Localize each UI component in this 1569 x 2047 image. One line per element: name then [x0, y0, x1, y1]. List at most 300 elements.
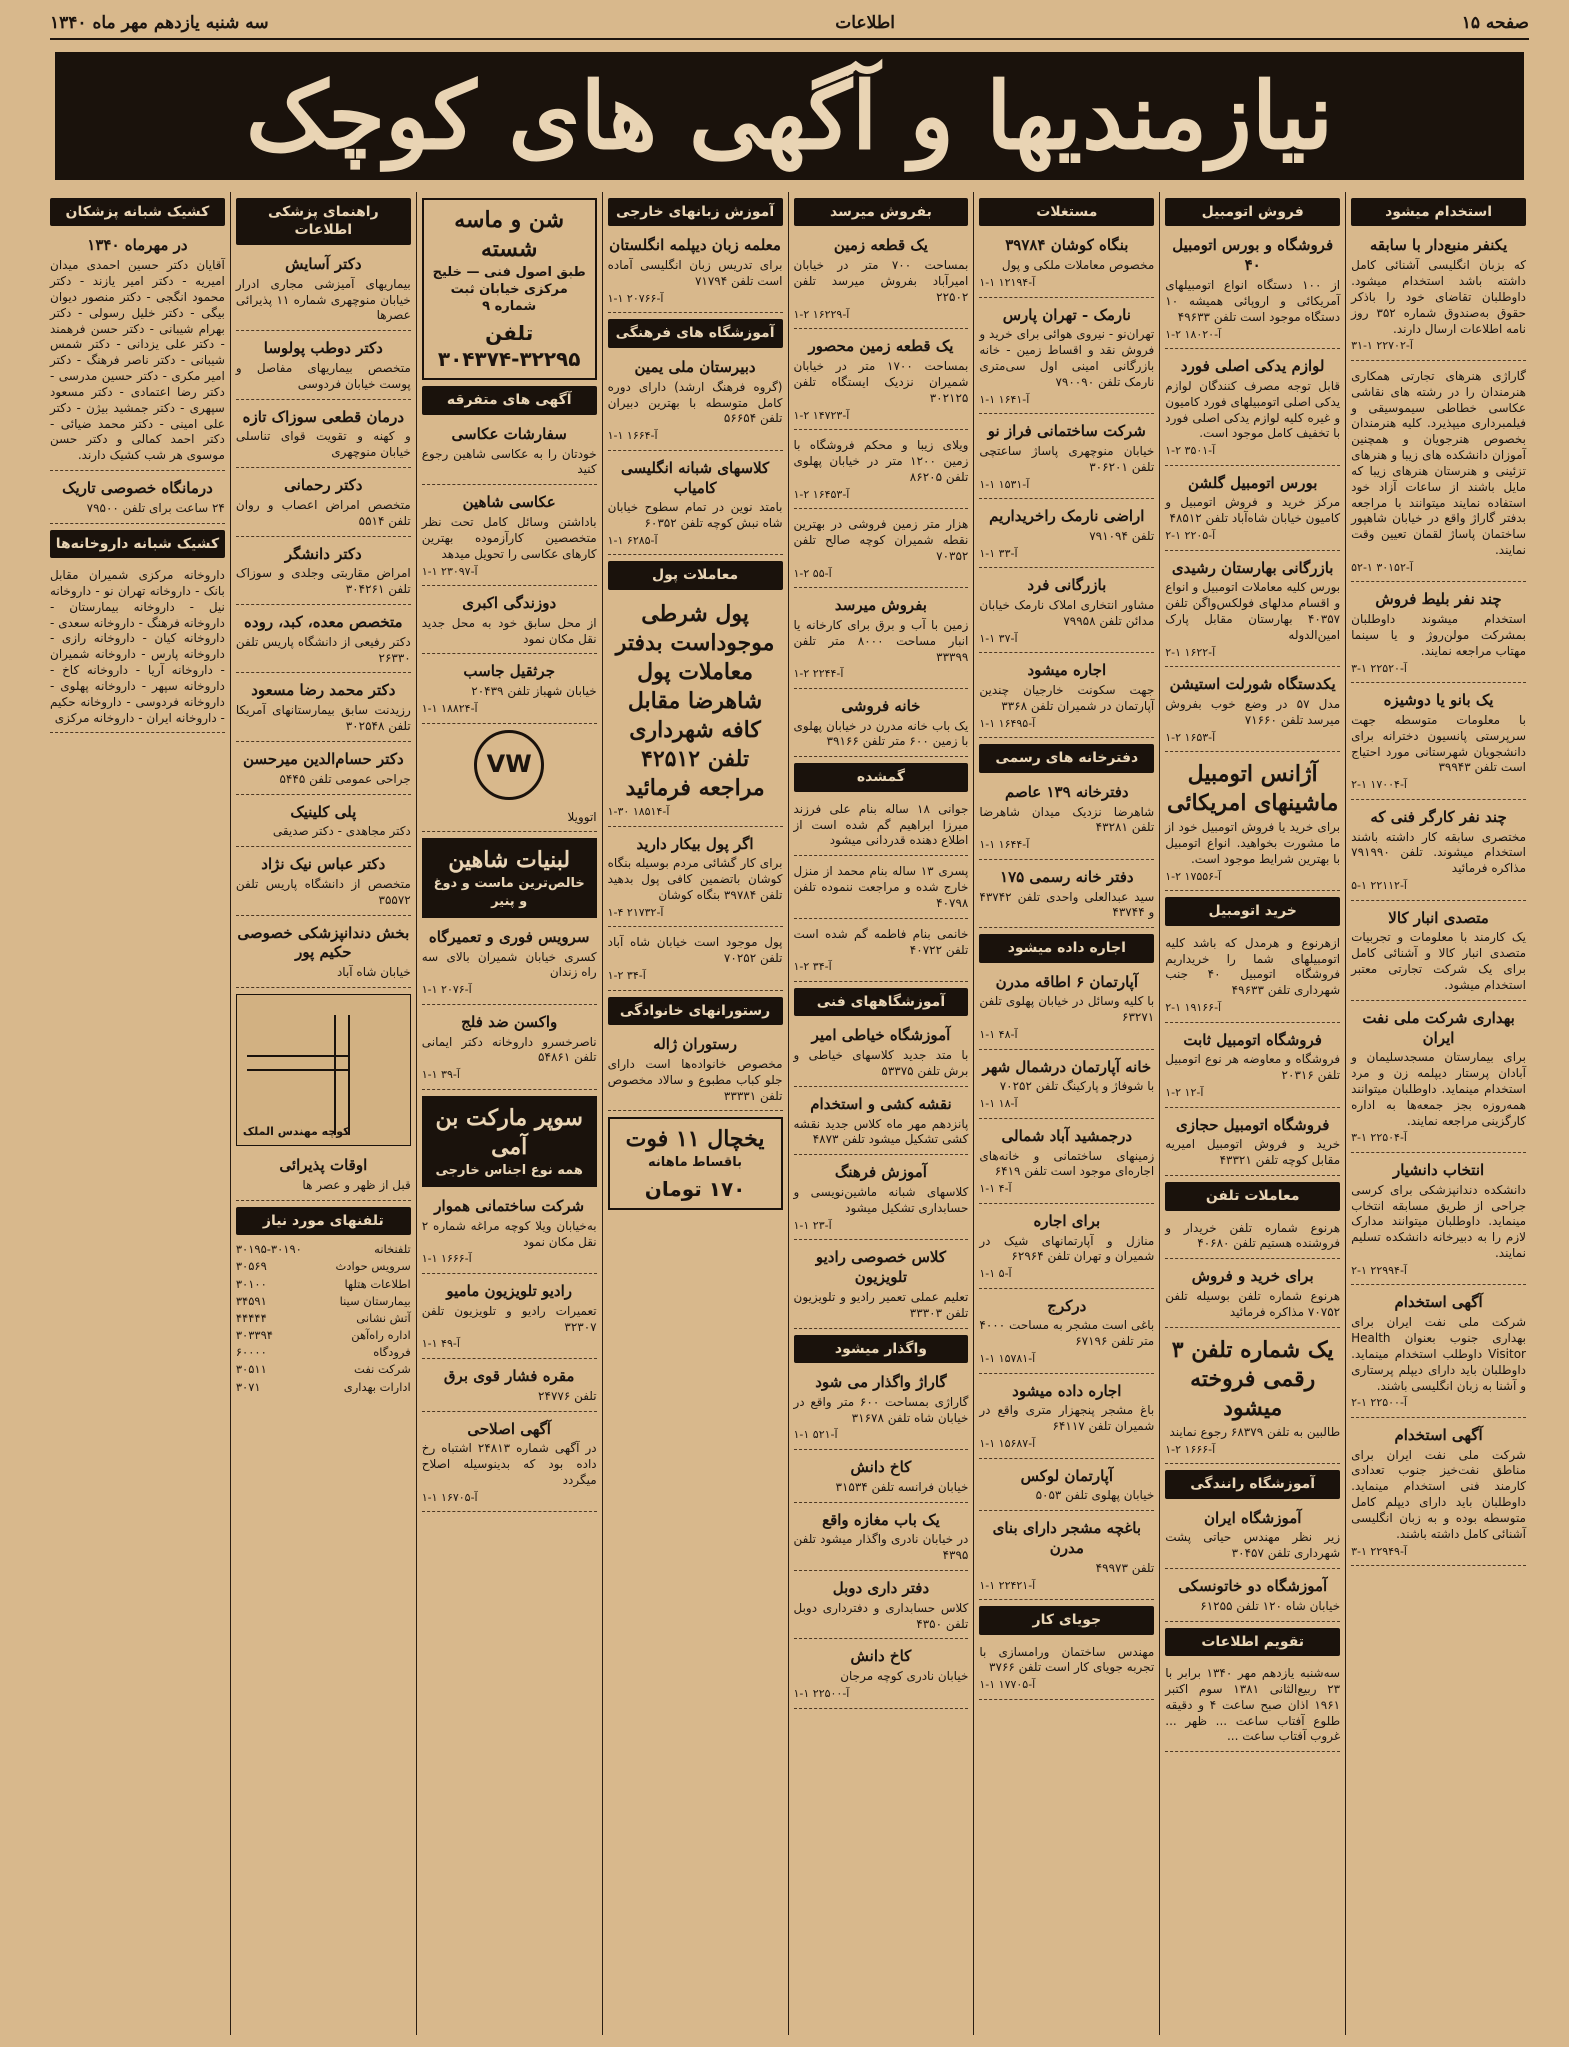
classified-ad: [979, 1293, 1154, 1374]
ad-title: بورس اتومبیل گلشن: [1188, 473, 1318, 492]
classified-ad: [608, 931, 783, 990]
ad-code: ۳-۱ ۲۲۵۲۰-آ: [1351, 661, 1407, 675]
ad-title: درکرج: [1047, 1296, 1087, 1315]
ad-code: ۱-۱ ۲۰۷۶-آ: [421, 983, 472, 997]
ad-code: ۱-۱ ۵۲۱-آ: [793, 1428, 838, 1442]
ad-title: اجاره داده میشود: [1012, 1381, 1122, 1400]
ad-title: آگهی اصلاحی: [467, 1419, 551, 1438]
ad-code: ۳-۱ ۲۲۵۰۴-آ: [1351, 1131, 1407, 1145]
classified-ad: [979, 503, 1154, 568]
ad-code: ۱-۲ ۱۶۶۶-آ: [1165, 1442, 1216, 1456]
ad-title: اگر پول بیکار دارید: [636, 834, 754, 853]
ad-title: یک شماره تلفن ۳ رقمی فروخته میشود: [1171, 1336, 1334, 1421]
ad-body: زمین با آب و برق برای کارخانه یا انبار مساحت ۸۰۰۰ متر تلفن ۳۳۳۹۹: [793, 617, 969, 664]
classified-ad: [1351, 1289, 1526, 1417]
vw-logo-icon: VW: [474, 730, 544, 800]
ad-body: بامتد نوین در تمام سطوح خیابان شاه نبش کوچه تلفن ۶۰۳۵۲: [607, 500, 783, 531]
ad-body: تلفن ۴۹۹۷۳: [1095, 1560, 1155, 1575]
ad-body: مدل ۵۷ در وضع خوب بفروش میرسد تلفن ۷۱۶۶۰: [1165, 697, 1341, 727]
ad-title: سفارشات عکاسی: [451, 424, 567, 443]
ad-body: کسری خیابان شمیران بالای سه راه زندان: [421, 949, 597, 980]
classified-ad: [608, 232, 783, 313]
ad-body: قبل از ظهر و عصر ها: [302, 1177, 411, 1192]
ad-body: باغی است مشجر به مساحت ۴۰۰۰ متر تلفن ۶۷۱۹۶: [979, 1318, 1155, 1349]
ad-body: جهت سکونت خارجیان چندین آپارتمان در شمیران تلفن ۳۳۶۸: [979, 683, 1155, 713]
telephone-name: اطلاعات هتلها: [344, 1276, 411, 1291]
ad-title: یک قطعه زمین: [833, 236, 928, 255]
classified-ad: [50, 232, 225, 471]
classified-ad: [1165, 671, 1340, 752]
column-6: [416, 192, 602, 2035]
display-ad-subline: همه نوع اجناس خارجی: [435, 1162, 583, 1178]
classified-ad: [979, 1515, 1154, 1600]
ad-title: نارمک - تهران پارس: [1002, 305, 1131, 324]
classified-ad: [1351, 586, 1526, 683]
ad-body: مخصوص خانواده‌ها است دارای جلو کباب مطبوع و سالاد مخصوص تلفن ۳۳۳۳۱: [607, 1056, 783, 1103]
ad-body: برای خرید یا فروش اتومبیل خود از ما مشورت بخواهید. انواع اتومبیل با بهترین شرایط موجود است.: [1165, 820, 1341, 866]
section-heading: بفروش میرسد: [794, 198, 969, 226]
ad-title: آموزشگاه دو خاتونسکی: [1178, 1576, 1328, 1595]
ad-body: خیابان منوچهری پاساژ ساعتچی تلفن ۳۰۶۲۰۱: [979, 444, 1155, 474]
ad-body: بمساحت ۷۰۰ متر در خیابان امیرآباد بفروش میرسد تلفن ۲۲۵۰۲: [793, 258, 969, 304]
ad-title: فروشگاه و بورس اتومبیل ۴۰: [1172, 236, 1334, 275]
ad-body: شرکت ملی نفت ایران برای بهداری جنوب بعنوان Health Visitor داوطلب استخدام مینماید. داوطلبان باید دارای دیپلم پرستاری و آشنا به زبان انگلیسی باشند.: [1351, 1315, 1526, 1393]
ad-body: شاهرضا نزدیک میدان شاهرضا تلفن ۴۳۲۸۱: [979, 804, 1155, 835]
classified-ad: [1351, 1422, 1526, 1566]
ad-title: آموزش فرهنگ: [834, 1163, 927, 1182]
classified-ad: [1351, 1157, 1526, 1285]
ad-body: بیماریهای آمیزشی مجاری ادرار خیابان منوچهری شماره ۱۱ پذیرائی عصرها: [235, 276, 411, 323]
classified-ad: [422, 1416, 597, 1513]
display-ad-price: ۱۷۰ تومان: [644, 1176, 746, 1201]
ad-body: تلفن ۲۴۷۷۶: [538, 1388, 597, 1403]
ad-body: پانزدهم مهر ماه کلاس جدید نقشه کشی تشکیل میشود تلفن ۴۸۷۳: [793, 1116, 969, 1147]
section-heading: استخدام میشود: [1351, 198, 1526, 226]
display-ad-subline: طبق اصول فنی — خلیج مرکزی خیابان ثبت شماره ۹: [432, 265, 586, 315]
ad-title: گاراژ واگذار می شود: [815, 1372, 947, 1391]
ad-body: متخصص بیماریهای مفاصل و پوست خیابان فردوسی: [235, 361, 411, 391]
ad-title: یک باب مغازه واقع: [822, 1510, 940, 1529]
columns: [45, 192, 1531, 2035]
classified-ad: [236, 472, 411, 536]
classified-ad: [608, 354, 783, 451]
ad-title: آگهی استخدام: [1394, 1293, 1483, 1312]
telephone-list: [236, 1241, 411, 1396]
ad-code: ۱-۱ ۴۸-آ: [979, 1028, 1018, 1042]
classified-ad: [422, 1193, 597, 1274]
ad-title: یکنفر منبع‌دار با سابقه: [1369, 236, 1508, 255]
ad-title: آژانس اتومبیل ماشینهای امریکائی: [1166, 761, 1339, 817]
ad-body: خیابان شاه ۱۲۰ تلفن ۶۱۲۵۵: [1200, 1598, 1341, 1613]
ad-title: دفتر داری دوبل: [832, 1579, 930, 1598]
classified-ad: [979, 969, 1154, 1050]
classified-ad: [979, 1054, 1154, 1119]
ad-body: متخصص امراض اعصاب و روان تلفن ۵۵۱۴: [235, 497, 411, 528]
ad-code: ۱-۱ ۱۸۸۲۴-آ: [421, 702, 478, 716]
classified-ad: [794, 798, 969, 856]
ad-code: ۱-۱ ۱۶۶۶-آ: [421, 1252, 472, 1266]
classified-ad: [979, 1641, 1154, 1700]
ad-body: تعمیرات رادیو و تلویزیون تلفن ۳۲۳۰۷: [421, 1303, 597, 1334]
ad-title: کلاسهای شبانه انگلیسی کامیاب: [620, 458, 770, 497]
column-7: [230, 192, 416, 2035]
ad-code: ۱-۲ ۳۴-آ: [607, 969, 646, 983]
classified-ad: [794, 923, 969, 982]
classified-ad: [608, 831, 783, 928]
classified-ad: [979, 418, 1154, 499]
section-heading: آموزشگاه رانندگی: [1165, 1470, 1340, 1498]
section-heading: آموزشگاه های فرهنگی: [608, 319, 783, 347]
telephone-number: ۳۰۱۹۵-۳۰۱۹۰: [235, 1242, 302, 1257]
classified-ad: [608, 455, 783, 556]
ad-body: پسری ۱۳ ساله بنام محمد از منزل خارج شده و مراجعت ننموده تلفن ۴۰۷۹۸: [793, 864, 969, 910]
classified-ad: [979, 657, 1154, 738]
ad-code: ۱-۲ ۱۶۲۲۹-آ: [793, 307, 850, 321]
ad-title: آموزشگاه ایران: [1203, 1508, 1302, 1527]
classified-ad: [1165, 470, 1340, 551]
classified-ad: [236, 251, 411, 331]
ad-title: دکتر عباس نیک نژاد: [261, 855, 386, 874]
ad-code: ۱-۱ ۱۲۱۹۴-آ: [979, 276, 1036, 290]
ad-code: ۱-۱ ۱۷۷۰۵-آ: [979, 1678, 1036, 1692]
ad-body: مشاور انتخاری املاک نارمک خیابان مدائن تلفن ۷۹۹۵۸: [979, 598, 1155, 628]
ad-title: نقشه کشی و استخدام: [810, 1094, 952, 1113]
classified-ad: [1165, 1662, 1340, 1752]
ad-code: ۵-۱ ۲۲۱۱۲-آ: [1351, 879, 1407, 893]
ad-title: اوقات پذیرائی: [279, 1156, 368, 1175]
display-ad-headline: شن و ماسه شسته: [454, 207, 565, 263]
classified-ad: [422, 1363, 597, 1412]
paper-name: اطلاعات: [835, 13, 896, 33]
classified-ad: [236, 746, 411, 795]
classified-ad: [608, 1031, 783, 1111]
telephone-row: [236, 1344, 411, 1361]
ad-title: کاخ دانش: [850, 1457, 912, 1476]
section-heading: واگذار میشود: [794, 1335, 969, 1363]
ad-code: ۵۲-۱ ۳۰۱۵۲-آ: [1351, 560, 1413, 574]
ad-title: آپارتمان ۶ اطاقه مدرن: [995, 972, 1138, 991]
ad-title: جرثقیل جاسب: [463, 662, 555, 681]
ad-code: ۱-۲ ۱۶۵۳-آ: [1165, 730, 1216, 744]
telephone-number: ۳۰۷۱: [235, 1379, 261, 1394]
classified-ad: [979, 1463, 1154, 1512]
column-2: [1159, 192, 1345, 2035]
telephone-name: شرکت نفت: [354, 1362, 411, 1377]
ad-body: متخصص از دانشگاه پاریس تلفن ۳۵۵۷۲: [235, 876, 411, 907]
ad-body: ناصرخسرو داروخانه دکتر ایمانی تلفن ۵۴۸۶۱: [421, 1034, 597, 1065]
ad-code: ۱-۳۰ ۱۸۵۱۴-آ: [607, 805, 670, 819]
display-ad-subline: خالص‌ترین ماست و دوغ و پنیر: [433, 876, 585, 909]
classified-ad: [422, 1009, 597, 1090]
section-heading: فروش اتومبیل: [1165, 198, 1340, 226]
ad-body: دکتر مجاهدی - دکتر صدیقی: [272, 824, 411, 839]
ad-title: دکتر دانشگر: [284, 544, 362, 563]
ad-body: از محل سابق خود به محل جدید نقل مکان نمود: [421, 615, 597, 646]
classified-ad: [236, 541, 411, 605]
classified-ad: [794, 1022, 969, 1086]
telephone-number: ۳۰۵۶۹: [235, 1259, 267, 1274]
ad-body: پول موجود است خیابان شاه آباد تلفن ۷۰۲۵۲: [607, 935, 783, 966]
section-heading: معاملات تلفن: [1165, 1182, 1340, 1210]
ad-body: برای کار گشائی مردم بوسیله بنگاه کوشان باتضمین کافی پول بدهید تلفن ۳۹۷۸۴ بنگاه کوشان: [607, 856, 783, 903]
ad-body: با متد جدید کلاسهای خیاطی و برش تلفن ۵۳۳۷۵: [793, 1048, 969, 1079]
classified-ad: [979, 1123, 1154, 1204]
ad-title: فروشگاه اتومبیل حجازی: [1175, 1115, 1330, 1134]
classified-ad: [1165, 1112, 1340, 1176]
section-heading: آموزشگاههای فنی: [794, 988, 969, 1016]
ad-body: قابل توجه مصرف کنندگان لوازم یدکی اصلی اتومبیلهای فورد کامیون و غیره کلیه لوازم یدکی اصلی فورد با تخفیف کامل موجود است.: [1165, 378, 1341, 441]
ad-title: دوزندگی اکبری: [462, 594, 557, 613]
ad-code: ۱-۱ ۲۳۰۹۷-آ: [421, 564, 478, 578]
telephone-name: سرویس حوادث: [335, 1259, 411, 1274]
ad-code: ۱-۲ ۲۲۴۴-آ: [793, 667, 844, 681]
section-heading: تقویم اطلاعات: [1165, 1628, 1340, 1656]
ad-body: باغ مشجر پنجهزار متری واقع در شمیران تلفن ۶۴۱۱۷: [979, 1403, 1155, 1434]
ad-body: کلاسهای شبانه ماشین‌نویسی و حسابداری تشکیل میشود: [793, 1185, 969, 1215]
column-5: [602, 192, 788, 2035]
classified-ad: [1351, 365, 1526, 582]
telephone-number: ۴۴۴۴۴: [235, 1310, 267, 1325]
ad-body: از ۱۰۰ دستگاه انواع اتومبیلهای آمریکائی و اروپائی همیشه ۱۰ دستگاه موجود است تلفن ۴۹۶۳۳: [1165, 278, 1341, 324]
classified-ad: [794, 232, 969, 329]
classified-ad: [236, 677, 411, 741]
ad-title: بازرگانی بهارستان رشیدی: [1171, 558, 1334, 577]
ad-body: با شوفاژ و پارکینگ تلفن ۷۰۲۵۲: [999, 1079, 1155, 1094]
ad-body: خیابان شهباز تلفن ۲۰۴۳۹: [471, 684, 597, 699]
telephone-number: ۳۰۱۰۰: [235, 1276, 267, 1291]
ad-body: در آگهی شماره ۲۴۸۱۳ اشتباه رخ داده بود که بدینوسیله اصلاح میگردد: [421, 1441, 597, 1487]
ad-title: دکتر محمد رضا مسعود: [251, 681, 396, 700]
location-map: [236, 994, 411, 1146]
classified-ad: [1351, 1005, 1526, 1153]
classified-ad: [1165, 555, 1340, 668]
ad-title: در مهرماه ۱۳۴۰: [87, 236, 188, 255]
classified-ad: [236, 335, 411, 399]
column-8: [45, 192, 230, 2035]
section-heading: آگهی های متفرقه: [422, 386, 597, 414]
classified-ad: [979, 302, 1154, 415]
classified-ad: [979, 232, 1154, 297]
ad-title: دکتر آسایش: [285, 254, 362, 273]
ad-body: خیابان شاه آباد: [336, 965, 411, 980]
display-ad-subline: باقساط ماهانه: [648, 1155, 743, 1171]
ad-code: ۲-۱ ۲۲۵۰۰-آ: [1351, 1396, 1407, 1410]
ad-title: عکاسی شاهین: [462, 493, 556, 512]
ad-code: ۱-۱ ۱۵۷۸۱-آ: [979, 1352, 1036, 1366]
ad-body: جوانی ۱۸ ساله بنام علی فرزند میرزا ابراهیم گم شده است از اطلاع دهنده قدردانی میشود: [793, 801, 969, 848]
telephone-row: [236, 1258, 411, 1275]
ad-body: برای بیمارستان مسجدسلیمان و آبادان پرستار دیپلمه زن و مرد استخدام مینماید. داوطلبان میتوانند همه‌روزه بجز جمعه‌ها به اداره کارگزینی مراجعه نمایند.: [1351, 1050, 1526, 1128]
ad-title: دکتر دوطب پولوسا: [263, 339, 383, 358]
classified-ad: [794, 592, 969, 689]
ad-title: سرویس فوری و تعمیرگاه: [428, 927, 590, 946]
telephone-name: ادارات بهداری: [343, 1379, 411, 1394]
ad-body: با کلیه وسائل در خیابان پهلوی تلفن ۶۳۲۷۱: [979, 994, 1155, 1025]
classified-ad: [50, 564, 225, 733]
classified-ad: [422, 421, 597, 485]
ad-body: تلفن ۷۹۱۰۹۴: [1089, 529, 1155, 543]
classified-ad: [794, 1369, 969, 1450]
ad-code: ۱-۱ ۱۶۴۱-آ: [979, 392, 1030, 406]
page-number: صفحه ۱۵: [1461, 13, 1529, 33]
classified-ad: [1165, 353, 1340, 466]
section-heading: دفترخانه های رسمی: [979, 744, 1154, 772]
section-heading: کشیک شبانه داروخانه‌ها: [50, 530, 225, 558]
ad-code: ۲-۱ ۱۷۰۰۴-آ: [1351, 778, 1407, 792]
ad-code: ۱-۱ ۲۰۷۶۶-آ: [607, 291, 664, 305]
ad-code: ۱-۱ ۱۶۷۰۵-آ: [421, 1490, 478, 1504]
ad-body: با معلومات متوسطه جهت سرپرستی پانسیون دخترانه برای دانشجویان شهرستانی مورد احتیاج است تلفن ۳۹۹۴۳: [1351, 712, 1526, 775]
classified-ad: [979, 1378, 1154, 1459]
section-heading: تلفنهای مورد نیاز: [236, 1207, 411, 1235]
ad-title: کلاس خصوصی رادیو تلویزیون: [815, 1248, 946, 1287]
ad-code: ۱-۱ ۳۹-آ: [421, 1068, 460, 1082]
section-heading: کشیک شبانه پزشکان: [50, 198, 225, 226]
ad-title: آپارتمان لوکس: [1020, 1466, 1114, 1485]
classified-ad: [1165, 1573, 1340, 1622]
classified-ad: [794, 1643, 969, 1708]
telephone-name: اداره راه‌آهن: [351, 1328, 411, 1343]
ad-code: ۱-۱ ۴۹-آ: [421, 1337, 460, 1351]
ad-code: ۱-۲ ۱۷۵۵۶-آ: [1165, 869, 1222, 883]
ad-code: ۱-۲ ۱۸۰۲۰-آ: [1165, 327, 1222, 341]
classified-ad: [979, 1208, 1154, 1289]
telephone-name: تلفنخانه: [374, 1242, 411, 1257]
display-ad-price: تلفن ۳۲۲۹۵-۳۰۴۳۷۴: [437, 320, 581, 371]
telephone-number: ۳۰۵۱۱: [235, 1362, 267, 1377]
classified-ad: [1165, 232, 1340, 349]
classified-ad: [236, 609, 411, 673]
classified-ad: [794, 333, 969, 430]
classified-ad: [794, 1575, 969, 1639]
map-road-vertical: [334, 1015, 350, 1135]
ad-body: باداشتن وسائل کامل تحت نظر متخصصین کارآزموده بهترین کارهای عکاسی را تحویل میدهد: [421, 515, 597, 561]
ad-body: مختصری سابقه کار داشته باشند استخدام میشوند. تلفن ۷۹۱۹۹۰ مذاکره فرمائید: [1351, 829, 1526, 876]
ad-body: یک کارمند با معلومات و تجربیات متصدی انبار کالا و آشنائی کامل برای یک شرکت تجارتی معتبر استخدام میشود.: [1351, 930, 1526, 992]
classified-ad: [794, 860, 969, 918]
ad-body: دکتر رفیعی از دانشگاه پاریس تلفن ۲۶۳۳۰: [235, 634, 411, 665]
ad-code: ۲-۱ ۱۶۲۲-آ: [1165, 645, 1216, 659]
classified-ad: [422, 1278, 597, 1359]
classified-ad: [236, 1152, 411, 1201]
ad-body: فروشگاه و معاوضه هر نوع اتومبیل تلفن ۲۰۳۱۶: [1165, 1052, 1341, 1083]
ad-body: گاراژی بمساحت ۶۰۰ متر واقع در خیابان شاه تلفن ۳۱۶۷۸: [793, 1394, 969, 1425]
ad-body: کلاس حسابداری و دفترداری دوبل تلفن ۴۳۵۰: [793, 1600, 969, 1631]
classified-ad: [236, 851, 411, 915]
classified-ad: [236, 404, 411, 468]
ad-body: سید عبدالعلی واحدی تلفن ۴۳۷۴۲ و ۴۳۷۴۴: [979, 889, 1155, 920]
ad-code: ۱-۲ ۳۵۰۱-آ: [1165, 444, 1216, 458]
telephone-row: [236, 1379, 411, 1396]
ad-body: که بزبان انگلیسی آشنائی کامل داشته باشد استخدام میشود. داوطلبان تقاضای خود را باذکر حقوق به‌صندوق شماره ۳۵۲ روز نامه اطلاعات ارسال دارند.: [1351, 258, 1526, 336]
ad-code: ۱-۱ ۱۶۴۹۵-آ: [979, 716, 1036, 730]
ad-body: و کهنه و تقویت قوای تناسلی خیابان منوچهری: [235, 429, 411, 460]
classified-ad: [979, 572, 1154, 653]
section-heading: جویای کار: [979, 1606, 1154, 1634]
ad-code: ۱-۱ ۳۷-آ: [979, 631, 1018, 645]
ad-body: امراض مقاربتی وجلدی و سوزاک تلفن ۳۰۴۲۶۱: [235, 566, 411, 597]
section-heading: معاملات پول: [608, 561, 783, 589]
classified-ad: [1165, 1263, 1340, 1327]
ad-title: دکتر رحمانی: [284, 476, 363, 495]
ad-code: ۱-۲ ۱۴۷۲۳-آ: [793, 408, 850, 422]
ad-body: ازهرنوع و هرمدل که باشد کلیه اتومبیلهای شما را خریداریم فروشگاه اتومبیل ۴۰ جنب شهرداری تلفن ۴۹۶۳۳: [1165, 935, 1341, 998]
display-ad-box: [422, 838, 597, 917]
ad-body: مهندس ساختمان ورامسازی با تجربه جویای کار است تلفن ۳۷۶۶: [979, 1644, 1155, 1675]
ad-title: دفتر خانه رسمی ۱۷۵: [1000, 867, 1134, 886]
display-ad-box: [422, 198, 597, 380]
ad-title: بهداری شرکت ملی نفت ایران: [1362, 1008, 1515, 1047]
display-ad-headline: یخچال ۱۱ فوت: [625, 1126, 765, 1153]
telephone-row: [236, 1293, 411, 1310]
ad-code: ۱-۱ ۶۲۸۵-آ: [607, 533, 658, 547]
column-4: [788, 192, 974, 2035]
ad-title: مقره فشار قوی برق: [443, 1366, 575, 1385]
ad-title: دبیرستان ملی یمین: [634, 357, 756, 376]
ad-code: ۱-۲ ۵۵-آ: [793, 566, 832, 580]
classified-ad: [1165, 1332, 1340, 1464]
telephone-name: بیمارستان سینا: [339, 1293, 411, 1308]
ad-body: خیابان نادری کوچه مرجان: [840, 1669, 969, 1684]
classified-ad: [794, 1091, 969, 1155]
issue-date: سه شنبه یازدهم مهر ماه ۱۳۴۰: [50, 13, 269, 33]
ad-body: سه‌شنبه یازدهم مهر ۱۳۴۰ برابر با ۲۳ ربیع‌الثانی ۱۳۸۱ سوم اکتبر ۱۹۶۱ اذان صبح ساعت ۴ و دقیقه طلوع آفتاب ساعت ... ظهر ... غروب آفتاب ساعت ...: [1165, 1666, 1341, 1744]
classified-ad: [794, 434, 969, 509]
classified-ad: [422, 489, 597, 586]
ad-title: لوازم یدکی اصلی فورد: [1180, 357, 1325, 376]
display-ad-box: [608, 1117, 783, 1210]
ad-body: یک باب خانه مدرن در خیابان پهلوی با زمین ۶۰۰ متر تلفن ۳۹۱۶۶: [793, 718, 969, 749]
ad-body: مخصوص معاملات ملکی و پول: [1001, 258, 1155, 273]
ad-title: اجاره میشود: [1027, 661, 1107, 680]
ad-title: بنگاه کوشان ۳۹۷۸۴: [1005, 236, 1129, 255]
section-heading: مستغلات: [979, 198, 1154, 226]
display-ad-headline: لبنیات شاهین: [448, 847, 571, 874]
ad-body: تعلیم عملی تعمیر رادیو و تلویزیون تلفن ۳۳۳۰۳: [793, 1289, 969, 1320]
ad-title: بخش دندانپزشکی خصوصی حکیم پور: [237, 923, 410, 962]
ad-title: شرکت ساختمانی فراز نو: [987, 422, 1146, 441]
ad-body: طالبین به تلفن ۶۸۳۷۹ رجوع نمایند: [1169, 1424, 1341, 1439]
ad-title: معلمه زبان دیپلمه انگلستان: [609, 236, 781, 255]
map-label: کوچه مهندس الملک: [242, 1124, 350, 1138]
ad-body: زیر نظر مهندس حیاتی پشت شهرداری تلفن ۳۰۴۵۷: [1165, 1530, 1341, 1561]
classified-ad: [979, 779, 1154, 860]
ad-title: خانه فروشی: [841, 696, 921, 715]
map-road-horizontal: [247, 1055, 350, 1071]
ad-body: هرنوع شماره تلفن بوسیله تلفن ۷۰۷۵۲ مذاکره فرمائید: [1165, 1288, 1341, 1319]
logo-caption: اتوویلا: [422, 806, 597, 833]
ad-body: رزیدنت سابق بیمارستانهای آمریکا تلفن ۳۰۲۵۴۸: [235, 703, 411, 734]
classified-ad: [1351, 232, 1526, 360]
ad-body: خودتان را به عکاسی شاهین رجوع کنید: [421, 446, 597, 477]
section-heading: اجاره داده میشود: [979, 934, 1154, 962]
ad-code: ۱-۱ ۱۶۴۴-آ: [979, 838, 1030, 852]
ad-body: تهران‌نو - نیروی هوائی برای خرید و فروش نقد و اقساط زمین - خانه بازرگانی امینی اول سی‌متری نارمک تلفن ۷۹۰۰۹۰: [979, 327, 1155, 389]
page-header: [50, 8, 1529, 40]
telephone-number: ۳۴۵۹۱: [235, 1293, 267, 1308]
ad-body: جراحی عمومی تلفن ۵۴۴۵: [279, 771, 411, 786]
classified-ad: [236, 920, 411, 988]
ad-title: آموزشگاه خیاطی امیر: [811, 1026, 951, 1045]
telephone-row: [236, 1276, 411, 1293]
ad-body: زمینهای ساختمانی و خانه‌های اجاره‌ای موجود است تلفن ۶۴۱۹: [979, 1148, 1155, 1179]
ad-title: واکسن ضد فلج: [461, 1012, 558, 1031]
masthead-banner: نیازمندیها و آگهی های کوچک: [55, 52, 1524, 180]
ad-code: ۲-۱ ۲۲۰۵-آ: [1165, 529, 1216, 543]
ad-body: منازل و آپارتمانهای شیک در شمیران و تهران تلفن ۶۲۹۶۴: [979, 1233, 1155, 1264]
ad-body: خانمی بنام فاطمه گم شده است تلفن ۴۰۷۲۲: [793, 926, 969, 957]
ad-code: ۱-۱ ۵-آ: [979, 1267, 1012, 1281]
